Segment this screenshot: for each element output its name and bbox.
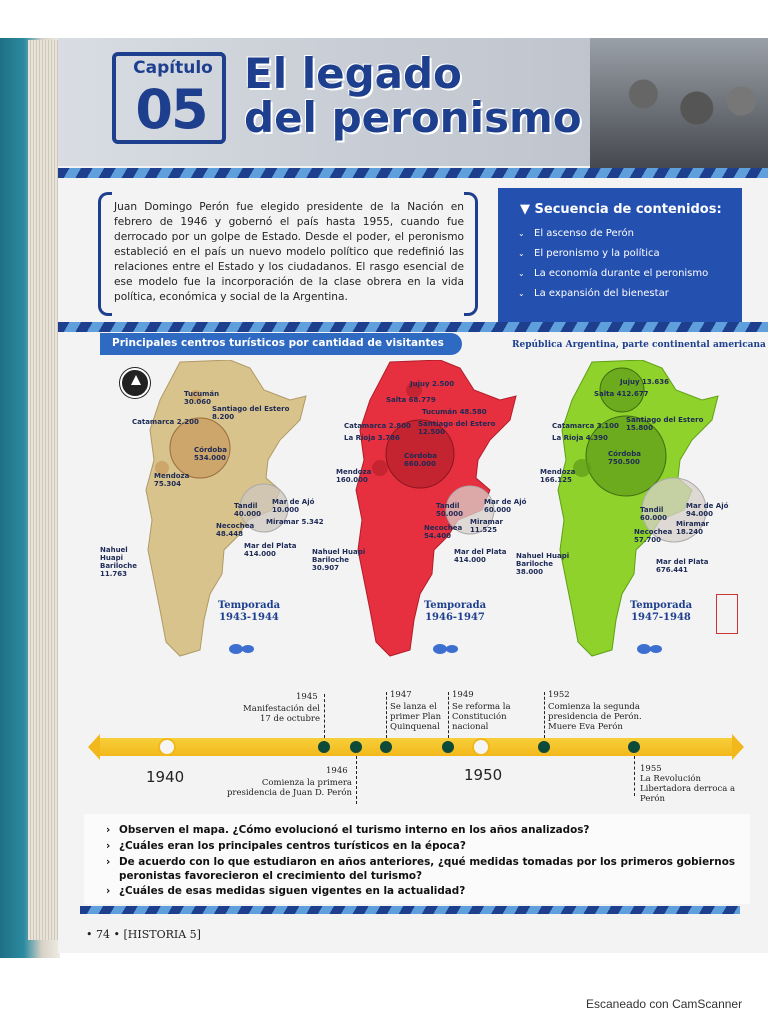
map2-city-mendoza: Mendoza 160.000	[336, 468, 372, 484]
antarctica-inset	[716, 594, 738, 634]
sequence-title-text: Secuencia de contenidos:	[534, 202, 722, 217]
malvinas-inset-1	[228, 642, 256, 656]
timeline-tick	[448, 692, 449, 738]
map1-city-mendoza: Mendoza 75.304	[154, 472, 190, 488]
timeline-tick	[356, 756, 357, 804]
map2-city-miramar: Miramar 11.525	[470, 518, 504, 534]
timeline-decade-marker	[472, 738, 490, 756]
timeline-decade-marker	[158, 738, 176, 756]
map2-season: Temporada 1946-1947	[423, 600, 487, 623]
map2-city-tucuman: Tucumán 48.580	[422, 408, 487, 416]
timeline-event-1947: Se lanza el primer Plan Quinquenal	[390, 702, 442, 732]
intro-brace-right	[464, 192, 478, 316]
map1-city-necochea: Necochea 48.448	[216, 522, 255, 538]
sequence-item-label: El peronismo y la política	[534, 248, 660, 259]
map1-city-bariloche: Nahuel Huapi Bariloche 11.763	[100, 546, 137, 578]
timeline-dot-1947	[380, 741, 392, 753]
timeline-tick	[386, 692, 387, 738]
map2-city-mardelplata: Mar del Plata 414.000	[454, 548, 507, 564]
malvinas-inset-3	[636, 642, 664, 656]
chevron-right-icon: ›	[106, 856, 111, 868]
map3-city-cordoba: Córdoba 750.500	[608, 450, 641, 466]
timeline-tick	[544, 692, 545, 738]
map3-city-tandil: Tandil 60.000	[640, 506, 668, 522]
triangle-down-icon: ▼	[520, 202, 535, 217]
timeline-event-1949: Se reforma la Constitución nacional	[452, 702, 511, 732]
bubble-mendoza	[573, 459, 591, 477]
map2-city-larioja: La Rioja 3.786	[344, 434, 400, 442]
intro-stripe	[58, 322, 768, 332]
chevron-down-icon: ⌄	[518, 229, 525, 238]
map3-city-miramar: Miramar 18.240	[676, 520, 710, 536]
chevron-right-icon: ›	[106, 824, 111, 836]
map3-city-salta: Salta 412.677	[594, 390, 649, 398]
map3-city-bariloche: Nahuel Huapi Bariloche 38.000	[516, 552, 570, 576]
header-stripe	[58, 168, 768, 178]
map3-city-larioja: La Rioja 4.390	[552, 434, 608, 442]
timeline-dot-1945	[318, 741, 330, 753]
map3-city-mendoza: Mendoza 166.125	[540, 468, 576, 484]
intro-paragraph: Juan Domingo Perón fue elegido presidente de la Nación en febrero de 1946 y gobernó el país hasta 1955, cuando fue derrocado por un golpe de Estado. Desde el poder, el peronismo estableció en el país un nuevo modelo político que redefinió las relaciones entre el Estado y los ciudadanos. El rasgo esencial de ese modelo fue la incorporación de la clase obrera en la vida política, económica y social de la Argentina.	[114, 201, 464, 303]
map2-city-bariloche: Nahuel Huapi Bariloche 30.907	[312, 548, 366, 572]
timeline-dot-1955	[628, 741, 640, 753]
map3-city-santiago: Santiago del Estero 15.800	[626, 416, 704, 432]
scanner-watermark: Escaneado con CamScanner	[586, 997, 743, 1011]
map1-city-catamarca: Catamarca 2.200	[132, 418, 199, 426]
question-1: › Observen el mapa. ¿Cómo evolucionó el turismo interno en los años analizados?	[106, 824, 590, 836]
sequence-item	[518, 284, 708, 304]
sequence-item	[518, 224, 708, 244]
map3-city-marajo: Mar de Ajó 94.000	[686, 502, 729, 518]
map3-city-catamarca: Catamarca 3.100	[552, 422, 619, 430]
map2-city-marajo: Mar de Ajó 60.000	[484, 498, 527, 514]
intro-brace-left	[98, 192, 112, 316]
chevron-right-icon: ›	[106, 885, 111, 897]
timeline-year-1955: 1955	[640, 764, 662, 774]
map1-city-tucuman: Tucumán 30.060	[184, 390, 220, 406]
map3-city-mardelplata: Mar del Plata 676.441	[656, 558, 709, 574]
timeline-decade-1950: 1950	[464, 766, 503, 784]
timeline-tick	[324, 694, 325, 738]
timeline-event-1946: Comienza la primera presidencia de Juan D. Perón	[226, 778, 352, 798]
timeline-dot-1946	[350, 741, 362, 753]
timeline-year-1945: 1945	[296, 692, 318, 702]
map3-city-necochea: Necochea 57.700	[634, 528, 673, 544]
timeline-year-1947: 1947	[390, 690, 412, 700]
question-4: › ¿Cuáles de esas medidas siguen vigentes en la actualidad?	[106, 885, 466, 897]
timeline-dot-1952	[538, 741, 550, 753]
chapter-title	[244, 49, 582, 142]
sequence-item-label: La economía durante el peronismo	[534, 268, 709, 279]
map1-city-mardelplata: Mar del Plata 414.000	[244, 542, 297, 558]
timeline-event-1945: Manifestación del 17 de octubre	[243, 704, 320, 724]
sequence-item	[518, 264, 708, 284]
map2-city-jujuy: Jujuy 2.500	[410, 380, 455, 388]
sequence-item-label: La expansión del bienestar	[534, 288, 669, 299]
map2-city-santiago: Santiago del Estero 12.500	[418, 420, 496, 436]
question-3-continued: peronistas favorecieron el crecimiento del turismo?	[119, 870, 423, 882]
top-margin	[0, 0, 768, 38]
timeline-tick	[634, 756, 635, 796]
map1-city-cordoba: Córdoba 534.000	[194, 446, 227, 462]
timeline-year-1952: 1952	[548, 690, 570, 700]
timeline-event-1952: Comienza la segunda presidencia de Perón. Muere Eva Perón	[548, 702, 642, 732]
book-page-edges	[28, 40, 62, 940]
footer-stripe	[80, 906, 740, 914]
chevron-down-icon: ⌄	[518, 269, 525, 278]
map-caption: República Argentina, parte continental americana	[512, 340, 766, 350]
map1-season: Temporada 1943-1944	[217, 600, 281, 623]
map2-city-salta: Salta 68.779	[386, 396, 436, 404]
sequence-list	[518, 224, 708, 304]
sequence-item-label: El ascenso de Perón	[534, 228, 634, 239]
question-2: › ¿Cuáles eran los principales centros turísticos en la época?	[106, 840, 466, 852]
sequence-item	[518, 244, 708, 264]
map3-city-jujuy: Jujuy 13.636	[620, 378, 669, 386]
map1-city-marajo: Mar de Ajó 10.000	[272, 498, 315, 514]
chevron-down-icon: ⌄	[518, 289, 525, 298]
map1-city-miramar: Miramar 5.342	[266, 518, 324, 526]
map2-city-necochea: Necochea 54.400	[424, 524, 463, 540]
chapter-number: 05	[135, 78, 207, 141]
bubble-mendoza	[372, 460, 388, 476]
page-footer	[86, 928, 201, 941]
timeline-year-1949: 1949	[452, 690, 474, 700]
timeline-event-1955: La Revolución Libertadora derroca a Perón	[640, 774, 736, 804]
chapter-title-line1: El legado	[244, 49, 462, 98]
timeline-year-1946: 1946	[326, 766, 348, 776]
chapter-title-line2: del peronismo	[244, 93, 582, 142]
chapter-label: Capítulo	[133, 58, 213, 78]
chevron-down-icon: ⌄	[518, 249, 525, 258]
map2-city-tandil: Tandil 50.000	[436, 502, 464, 518]
chevron-right-icon: ›	[106, 840, 111, 852]
map1-city-tandil: Tandil 40.000	[234, 502, 262, 518]
header-photo	[590, 38, 768, 178]
question-3: › De acuerdo con lo que estudiaron en años anteriores, ¿qué medidas tomadas por los primeros gobiernos	[106, 856, 736, 868]
sequence-title	[520, 202, 722, 217]
page-number: • 74 •	[86, 928, 120, 941]
map1-city-santiago: Santiago del Estero 8.200	[212, 405, 290, 421]
book-name: [HISTORIA 5]	[123, 928, 201, 941]
malvinas-inset-2	[432, 642, 460, 656]
map3-season: Temporada 1947-1948	[629, 600, 693, 623]
timeline-dot-1949	[442, 741, 454, 753]
map-banner-text: Principales centros turísticos por cantidad de visitantes	[112, 337, 444, 349]
timeline-decade-1940: 1940	[146, 768, 185, 786]
map2-city-cordoba: Córdoba 660.000	[404, 452, 437, 468]
map2-city-catamarca: Catamarca 2.800	[344, 422, 411, 430]
